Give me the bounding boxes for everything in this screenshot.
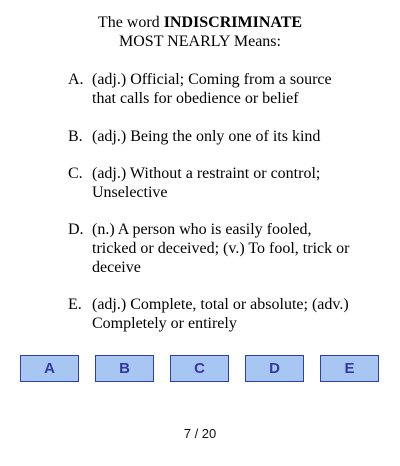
- choice-letter: E.: [68, 296, 82, 313]
- choice-letter: C.: [68, 165, 83, 182]
- question-counter: 7 / 20: [183, 426, 217, 441]
- question-prompt: [0, 13, 400, 51]
- answer-a-button[interactable]: A: [20, 355, 79, 382]
- question-line-2: MOST NEARLY Means:: [119, 33, 281, 50]
- answer-e-button[interactable]: E: [320, 355, 379, 382]
- question-line-1: [0, 13, 400, 32]
- answer-b-button[interactable]: B: [95, 355, 154, 382]
- choice-text: (adj.) Complete, total or absolute; (adv.) Completely or entirely: [92, 296, 349, 332]
- question-prefix: The word: [97, 14, 160, 31]
- answer-d-button[interactable]: D: [245, 355, 304, 382]
- vocabulary-word: INDISCRIMINATE: [163, 14, 303, 31]
- answer-buttons: [0, 355, 400, 382]
- choice-letter: A.: [68, 71, 84, 88]
- choice-text: (n.) A person who is easily fooled, tricked or deceived; (v.) To fool, trick or deceive: [92, 221, 350, 276]
- choice-text: (adj.) Without a restraint or control; Unselective: [92, 165, 321, 201]
- choice-letter: D.: [68, 221, 84, 238]
- choice-text: (adj.) Being the only one of its kind: [92, 128, 321, 145]
- choice-text: (adj.) Official; Coming from a source that calls for obedience or belief: [92, 71, 332, 107]
- choice-letter: B.: [68, 128, 83, 145]
- answer-c-button[interactable]: C: [170, 355, 229, 382]
